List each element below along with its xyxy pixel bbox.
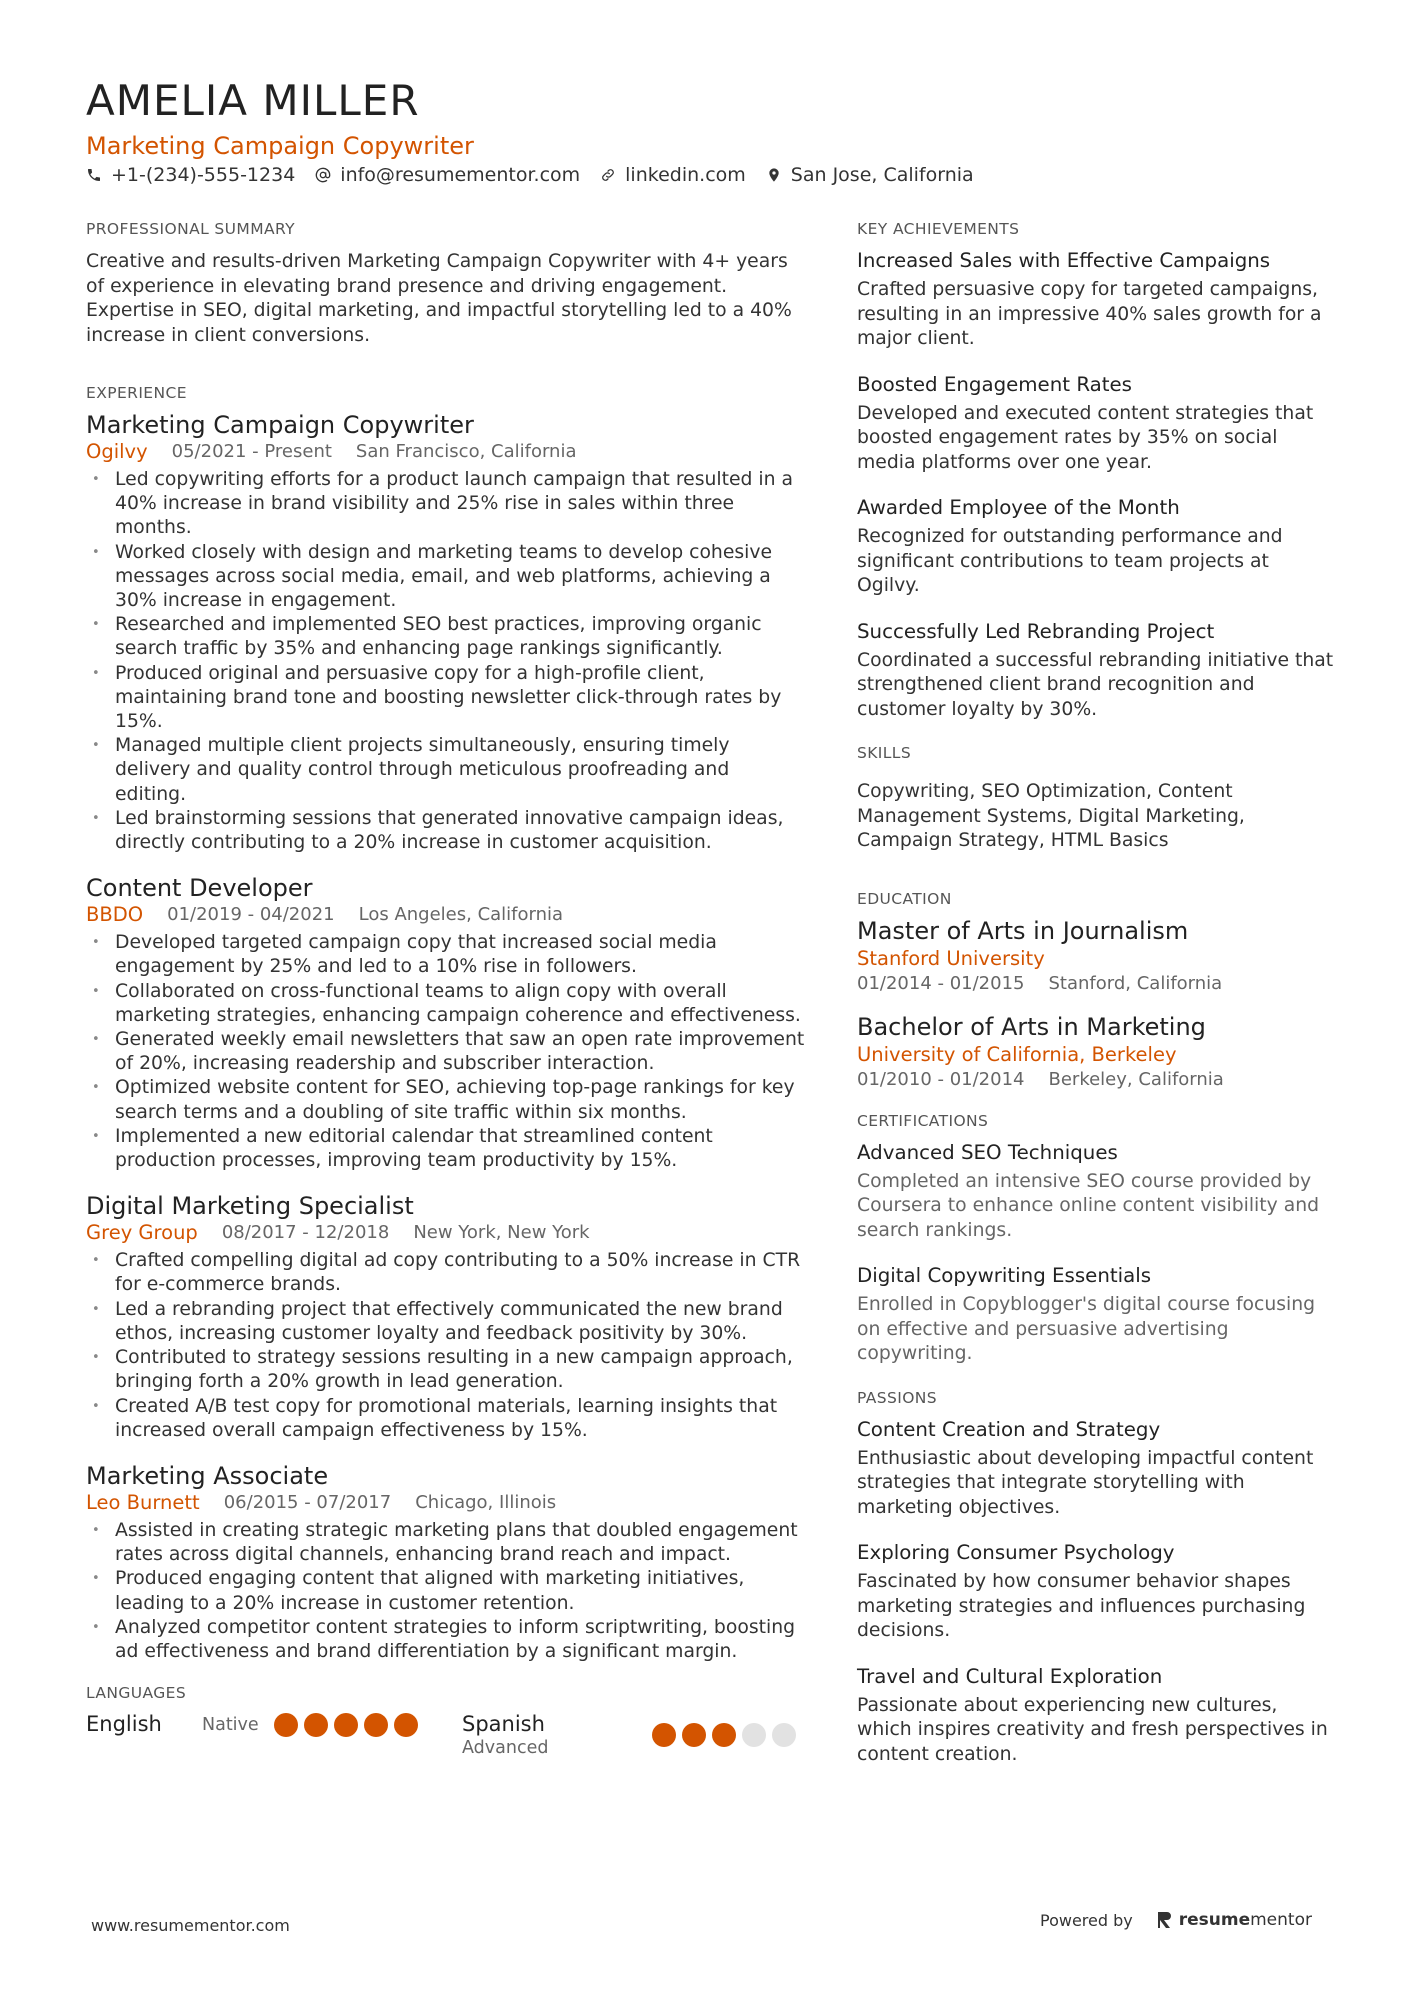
summary-text: Creative and results-driven Marketing Campaign Copywriter with 4+ years of experience in elevating brand presence and driving engagement. Expertise in SEO, digital marketing, and impactful storytelling led to a 40% increase in client conversions. [86, 251, 792, 346]
candidate-name: AMELIA MILLER [86, 76, 420, 125]
phone-icon [86, 167, 102, 183]
brand-name-bold: resume [1178, 1910, 1251, 1930]
language-rating [652, 1723, 796, 1747]
certifications-heading: CERTIFICATIONS [857, 1111, 989, 1130]
experience-heading: EXPERIENCE [86, 384, 187, 402]
job-bullet: • Assisted in creating strategic marketing plans that doubled engagement rates across digital channels, enhancing brand reach and impact. [86, 1519, 806, 1567]
passion-desc: Passionate about experiencing new cultures, which inspires creativity and fresh perspectives in content creation. [857, 1694, 1328, 1765]
education-location: Berkeley, California [1048, 1068, 1224, 1090]
candidate-role: Marketing Campaign Copywriter [86, 132, 474, 160]
rating-dot-filled [682, 1723, 706, 1747]
certification-item [857, 1261, 1337, 1367]
job-bullet: • Optimized website content for SEO, achieving top-page rankings for key search terms and a doubling of site traffic within six months. [86, 1076, 806, 1124]
achievements-heading: KEY ACHIEVEMENTS [857, 220, 1020, 238]
achievements-section [857, 220, 1337, 722]
right-column [857, 220, 1337, 1785]
education-list [857, 916, 1337, 1092]
passion-title: Travel and Cultural Exploration [857, 1664, 1163, 1688]
job-entry [86, 1461, 806, 1664]
brand-name-light: mentor [1250, 1910, 1312, 1930]
achievement-list [857, 246, 1337, 722]
left-column [86, 220, 806, 1762]
job-dates: 08/2017 - 12/2018 [221, 1222, 390, 1244]
job-bullets [86, 1249, 806, 1443]
job-location: San Francisco, California [355, 441, 577, 462]
passion-desc: Enthusiastic about developing impactful content strategies that integrate storytelling with marketing objectives. [857, 1447, 1314, 1518]
job-dates: 05/2021 - Present [171, 441, 332, 462]
certification-list [857, 1138, 1337, 1367]
job-title: Marketing Associate [86, 1461, 329, 1490]
skills-heading: SKILLS [857, 744, 912, 762]
job-bullet: • Collaborated on cross-functional teams to align copy with overall marketing strategies, enhancing campaign coherence and effectiveness. [86, 980, 806, 1028]
achievement-title: Awarded Employee of the Month [857, 496, 1180, 519]
language-list [86, 1712, 806, 1762]
job-entry [86, 873, 806, 1173]
job-entry [86, 410, 806, 855]
link-icon [600, 167, 616, 183]
education-meta [857, 1068, 1337, 1092]
job-company: BBDO [86, 903, 144, 927]
certification-desc: Completed an intensive SEO course provided by Coursera to enhance online content visibility and search rankings. [857, 1170, 1320, 1241]
education-location: Stanford, California [1048, 972, 1223, 994]
rating-dot-filled [394, 1713, 418, 1737]
job-meta [86, 1491, 806, 1515]
education-degree: Bachelor of Arts in Marketing [857, 1012, 1206, 1041]
education-school: Stanford University [857, 946, 1045, 970]
job-company: Ogilvy [86, 440, 148, 463]
job-bullet: • Generated weekly email newsletters that saw an open rate improvement of 20%, increasing readership and subscriber interaction. [86, 1028, 806, 1076]
contact-email-text: info@resumementor.com [340, 164, 581, 186]
job-bullet: • Researched and implemented SEO best practices, improving organic search traffic by 35% and enhancing page rankings significantly. [86, 613, 806, 661]
skills-section [857, 744, 1337, 854]
passion-item [857, 1662, 1337, 1768]
job-bullet: • Created A/B test copy for promotional materials, learning insights that increased overall campaign effectiveness by 15%. [86, 1395, 806, 1443]
passion-desc: Fascinated by how consumer behavior shapes marketing strategies and influences purchasing decisions. [857, 1571, 1306, 1641]
job-meta [86, 440, 806, 464]
job-bullet: • Managed multiple client projects simultaneously, ensuring timely delivery and quality control through meticulous proofreading and editing. [86, 734, 806, 807]
skills-text: Copywriting, SEO Optimization, Content Management Systems, Digital Marketing, Campaign Strategy, HTML Basics [857, 781, 1245, 851]
achievement-title: Successfully Led Rebranding Project [857, 619, 1215, 643]
job-dates: 01/2019 - 04/2021 [167, 904, 335, 926]
certifications-section [857, 1112, 1337, 1367]
contact-linkedin[interactable] [600, 164, 746, 186]
summary-heading: PROFESSIONAL SUMMARY [86, 220, 296, 238]
achievement-desc: Crafted persuasive copy for targeted campaigns, resulting in an impressive 40% sales growth for a major client. [857, 279, 1322, 349]
achievement-title: Boosted Engagement Rates [857, 372, 1132, 396]
achievement-item [857, 370, 1337, 476]
language-rating [274, 1713, 418, 1737]
job-dates: 06/2015 - 07/2017 [223, 1491, 392, 1513]
rating-dot-filled [364, 1713, 388, 1737]
contact-location-text: San Jose, California [790, 164, 974, 186]
rating-dot-filled [334, 1713, 358, 1737]
rating-dot-empty [772, 1723, 796, 1747]
job-bullet: • Led a rebranding project that effectively communicated the new brand ethos, increasing customer loyalty and feedback positivity by 30%. [86, 1298, 806, 1346]
contact-location [766, 164, 974, 186]
achievement-item [857, 493, 1337, 599]
job-meta [86, 903, 806, 927]
job-bullet: • Implemented a new editorial calendar that streamlined content production processes, improving team productivity by 15%. [86, 1125, 806, 1173]
education-school: University of California, Berkeley [857, 1042, 1177, 1066]
job-title: Marketing Campaign Copywriter [86, 411, 474, 439]
contact-email[interactable] [315, 164, 580, 186]
certification-title: Advanced SEO Techniques [857, 1140, 1118, 1164]
experience-section [86, 384, 806, 1664]
job-bullet: • Crafted compelling digital ad copy contributing to a 50% increase in CTR for e-commerce brands. [86, 1249, 806, 1297]
location-icon [766, 167, 782, 183]
achievement-item [857, 617, 1337, 723]
footer-branding [1040, 1910, 1312, 1930]
job-bullets [86, 1519, 806, 1664]
contact-linkedin-text: linkedin.com [625, 164, 746, 186]
job-bullet: • Analyzed competitor content strategies to inform scriptwriting, boosting ad effectiveness and brand differentiation by a significant margin. [86, 1616, 806, 1664]
job-bullets [86, 468, 806, 855]
rating-dot-empty [742, 1723, 766, 1747]
passion-list [857, 1415, 1337, 1768]
job-location: New York, New York [413, 1222, 590, 1244]
certification-desc: Enrolled in Copyblogger's digital course focusing on effective and persuasive advertising copywriting. [857, 1294, 1316, 1364]
job-bullet: • Developed targeted campaign copy that increased social media engagement by 25% and led to a 10% rise in followers. [86, 931, 806, 979]
certification-title: Digital Copywriting Essentials [857, 1264, 1152, 1287]
job-title: Content Developer [86, 874, 313, 903]
summary-section [86, 220, 806, 348]
at-icon [315, 167, 331, 183]
achievement-item [857, 246, 1337, 352]
contact-phone[interactable] [86, 164, 295, 186]
job-bullet: • Produced original and persuasive copy for a high-profile client, maintaining brand tone and boosting newsletter click-through rates by 15%. [86, 662, 806, 735]
education-meta [857, 972, 1337, 996]
rating-dot-filled [652, 1723, 676, 1747]
job-entry [86, 1191, 806, 1443]
job-location: Chicago, Illinois [415, 1491, 557, 1513]
brand-logo[interactable] [1157, 1910, 1312, 1930]
footer-website[interactable]: www.resumementor.com [91, 1916, 290, 1935]
language-name: Spanish [462, 1712, 545, 1737]
job-bullet: • Produced engaging content that aligned with marketing initiatives, leading to a 20% increase in customer retention. [86, 1567, 806, 1615]
contact-bar [86, 164, 974, 186]
job-bullets [86, 931, 806, 1173]
languages-section [86, 1684, 806, 1762]
language-level: Advanced [462, 1738, 549, 1759]
education-heading: EDUCATION [857, 889, 952, 908]
job-list [86, 410, 806, 1664]
rating-dot-filled [274, 1713, 298, 1737]
passion-item [857, 1415, 1337, 1521]
job-location: Los Angeles, California [358, 904, 564, 926]
passions-heading: PASSIONS [857, 1388, 938, 1407]
education-degree: Master of Arts in Journalism [857, 916, 1189, 945]
powered-by-label: Powered by [1040, 1910, 1133, 1930]
job-bullet: • Led copywriting efforts for a product launch campaign that resulted in a 40% increase in brand visibility and 25% rise in sales within three months. [86, 468, 806, 541]
job-company: Leo Burnett [86, 1490, 200, 1514]
languages-heading: LANGUAGES [86, 1684, 187, 1703]
job-bullet: • Worked closely with design and marketing teams to develop cohesive messages across social media, email, and web platforms, achieving a 30% increase in engagement. [86, 541, 806, 614]
passion-item [857, 1538, 1337, 1644]
language-name: English [86, 1712, 162, 1737]
passion-title: Exploring Consumer Psychology [857, 1541, 1175, 1564]
rating-dot-filled [304, 1713, 328, 1737]
passions-section [857, 1389, 1337, 1768]
job-bullet: • Led brainstorming sessions that generated innovative campaign ideas, directly contributing to a 20% increase in customer acquisition. [86, 807, 806, 855]
education-item [857, 916, 1337, 996]
achievement-desc: Recognized for outstanding performance and significant contributions to team projects at Ogilvy. [857, 526, 1283, 596]
achievement-desc: Coordinated a successful rebranding initiative that strengthened client brand recognition and customer loyalty by 30%. [857, 649, 1334, 720]
rating-dot-filled [712, 1723, 736, 1747]
education-dates: 01/2014 - 01/2015 [857, 972, 1025, 994]
job-meta [86, 1221, 806, 1245]
education-item [857, 1012, 1337, 1092]
achievement-desc: Developed and executed content strategies that boosted engagement rates by 35% on social media platforms over one year. [857, 402, 1314, 473]
passion-title: Content Creation and Strategy [857, 1417, 1161, 1441]
certification-item [857, 1138, 1337, 1244]
achievement-title: Increased Sales with Effective Campaigns [857, 249, 1271, 272]
job-bullet: • Contributed to strategy sessions resulting in a new campaign approach, bringing forth a 20% growth in lead generation. [86, 1346, 806, 1394]
job-company: Grey Group [86, 1221, 198, 1245]
contact-phone-text: +1-(234)-555-1234 [111, 164, 296, 186]
job-title: Digital Marketing Specialist [86, 1192, 414, 1221]
education-dates: 01/2010 - 01/2014 [857, 1068, 1025, 1090]
resumementor-logo-icon [1157, 1911, 1173, 1929]
education-section [857, 890, 1337, 1092]
language-level: Native [202, 1715, 259, 1736]
